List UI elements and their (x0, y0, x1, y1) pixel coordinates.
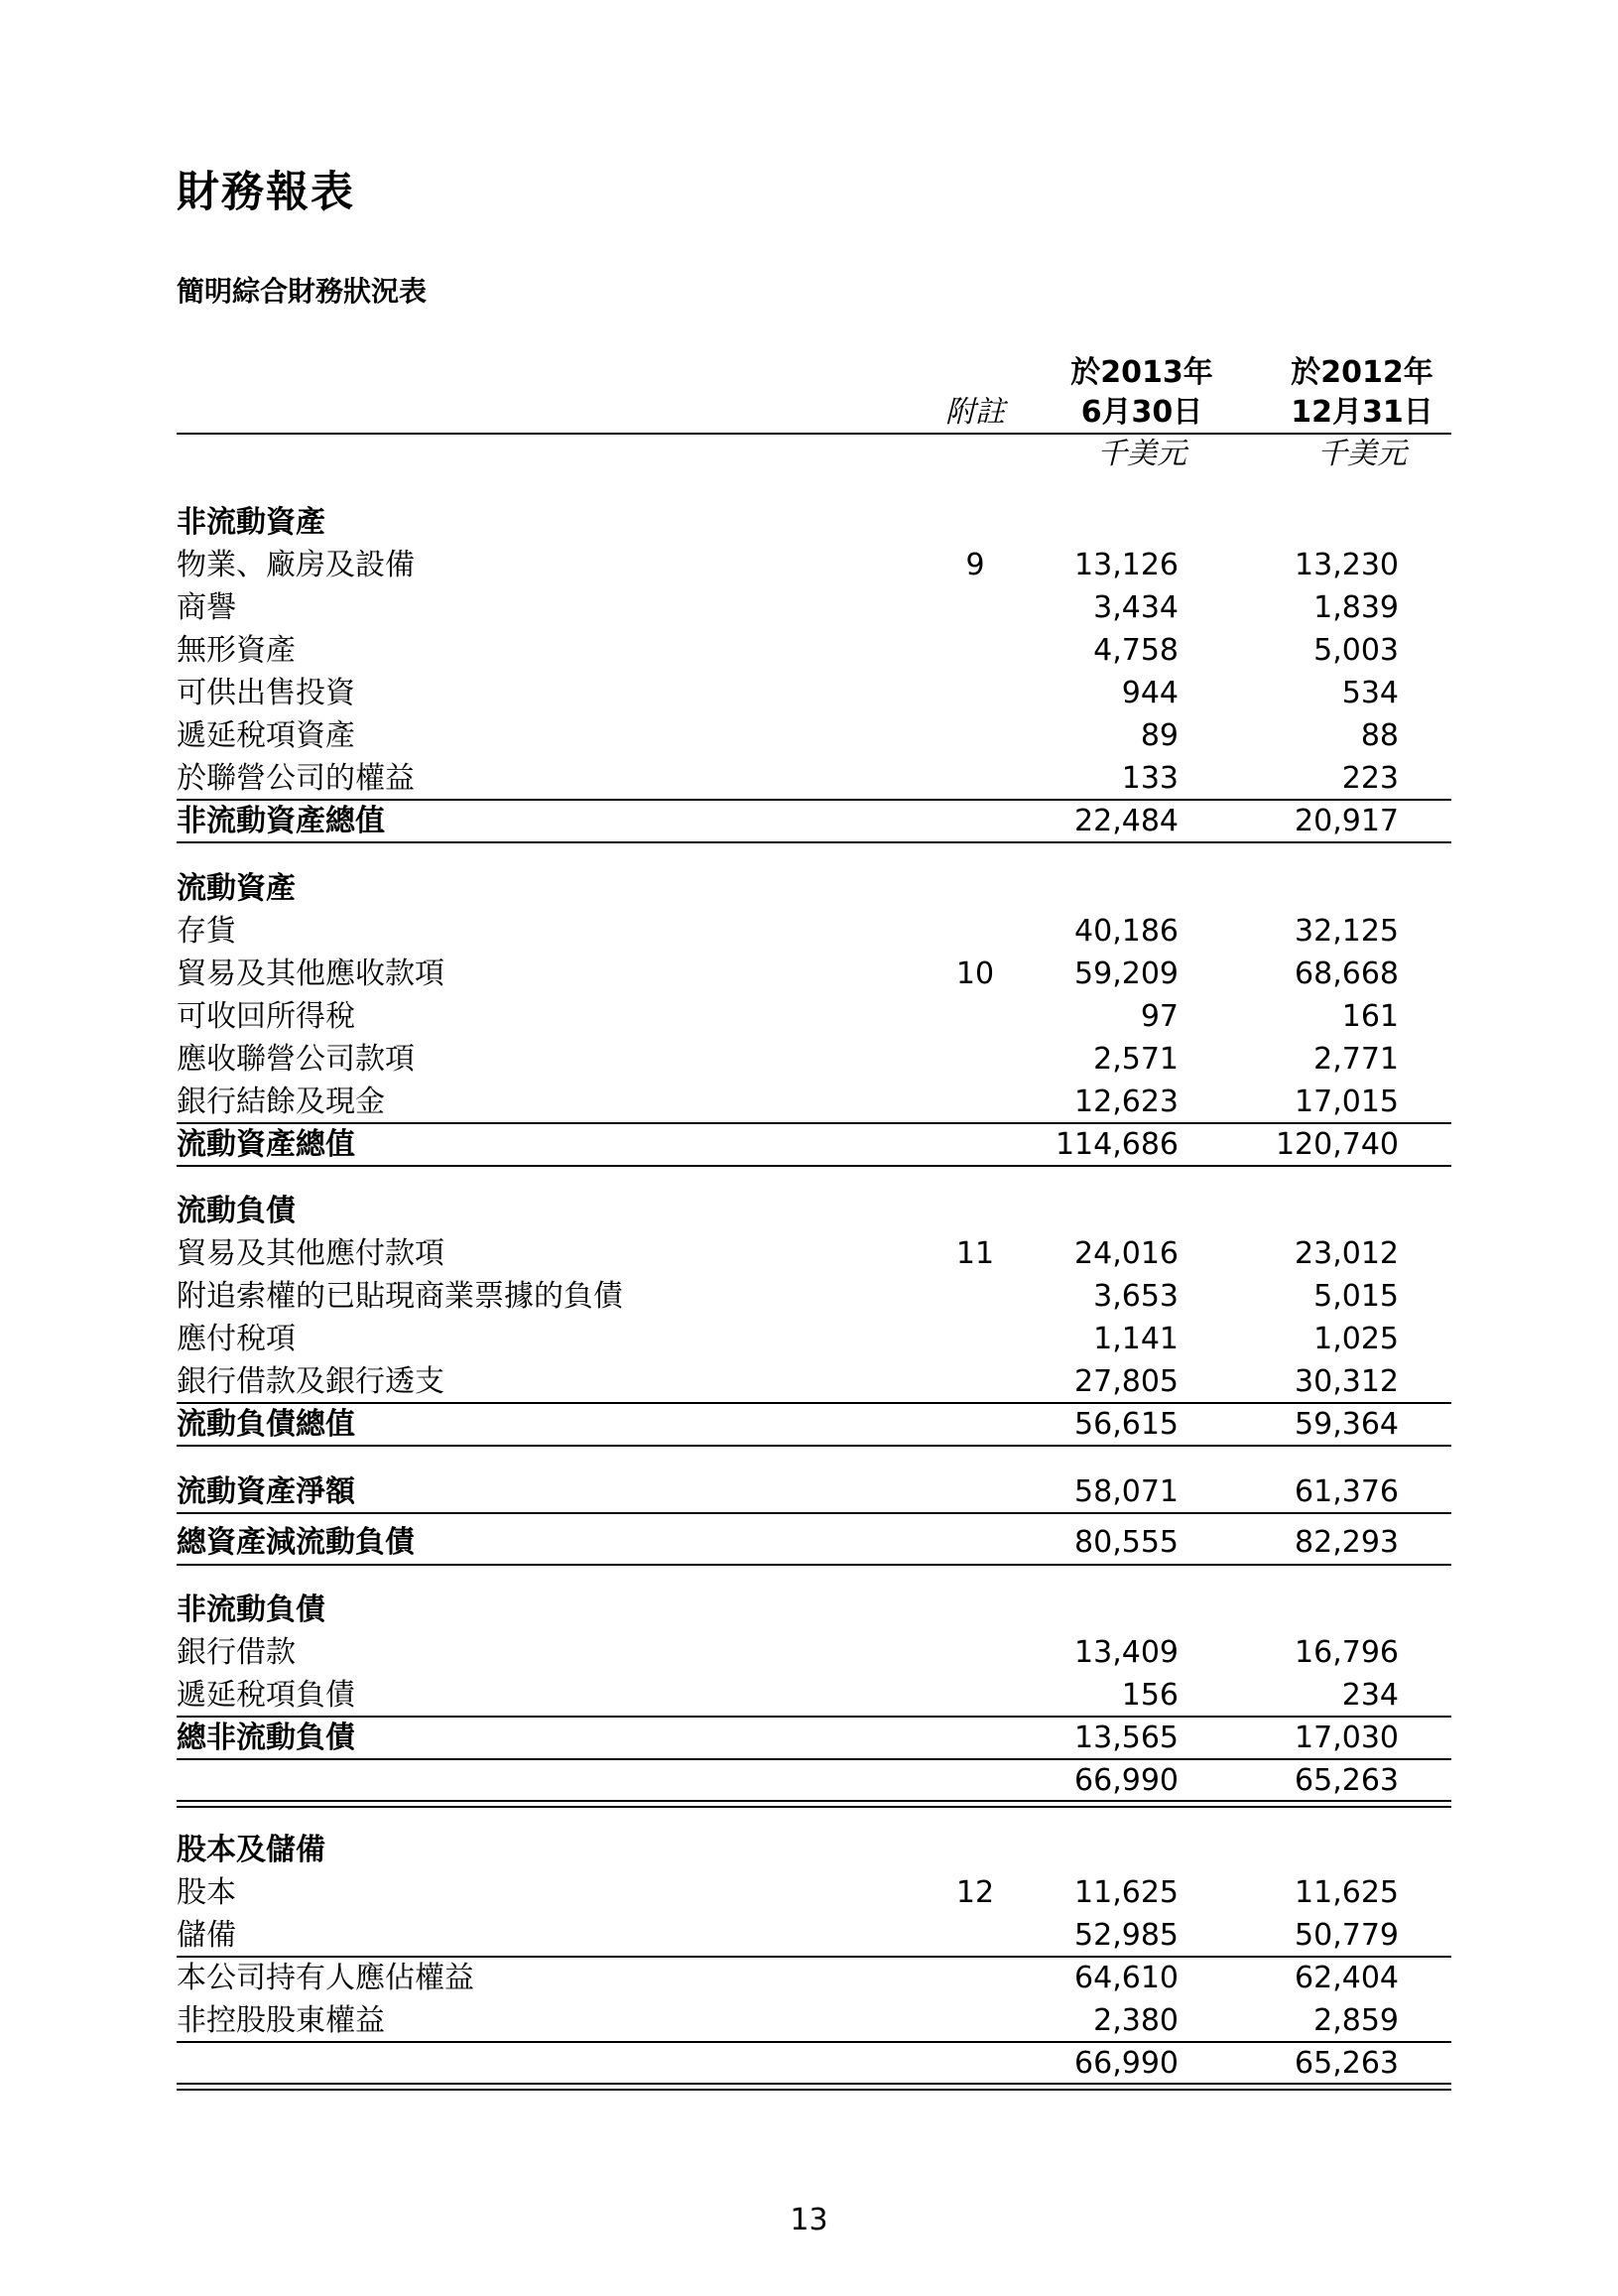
table-row: 遞延稅項資產 89 88 (177, 718, 1399, 753)
page-title: 財務報表 (177, 168, 355, 217)
column-2013-header-line2: 6月30日 (1080, 395, 1203, 430)
table-row: 貿易及其他應付款項 11 24,016 23,012 (177, 1236, 1399, 1271)
table-rule (177, 1758, 1451, 1760)
table-row: 銀行結餘及現金 12,623 17,015 (177, 1084, 1399, 1119)
table-row: 遞延稅項負債 156 234 (177, 1678, 1399, 1713)
table-header (177, 353, 1451, 435)
table-row: 商譽 3,434 1,839 (177, 590, 1399, 625)
table-row: 股本 12 11,625 11,625 (177, 1875, 1399, 1910)
table-row: 物業、廠房及設備 9 13,126 13,230 (177, 548, 1399, 582)
table-rule (177, 799, 1451, 801)
table-row: 非流動資產 (177, 505, 325, 540)
table-row: 流動資產 (177, 871, 296, 906)
table-row: 流動負債 (177, 1194, 296, 1228)
table-row: 可收回所得稅 97 161 (177, 999, 1399, 1034)
table-row-total: 總非流動負債 13,565 17,030 (177, 1721, 1399, 1755)
table-row-net-assets: 66,990 65,263 (1074, 1763, 1399, 1798)
table-row: 可供出售投資 944 534 (177, 676, 1399, 710)
statement-subtitle: 簡明綜合財務狀況表 (177, 275, 428, 308)
table-row: 無形資產 4,758 5,003 (177, 633, 1399, 668)
table-row: 應收聯營公司款項 2,571 2,771 (177, 1042, 1399, 1077)
table-rule (177, 1445, 1451, 1447)
table-row: 股本及儲備 (177, 1833, 325, 1867)
table-rule (177, 1956, 1451, 1958)
table-rule (177, 1716, 1451, 1718)
column-2013-header-line1: 於2013年 (1070, 355, 1213, 390)
table-row: 附追索權的已貼現商業票據的負債 3,653 5,015 (177, 1279, 1399, 1314)
table-rule (177, 2041, 1451, 2043)
table-row-total: 流動負債總值 56,615 59,364 (177, 1407, 1399, 1442)
table-rule (177, 841, 1451, 843)
note-column-header: 附註 (945, 395, 1005, 430)
table-row-total: 非流動資產總值 22,484 20,917 (177, 804, 1399, 838)
column-2012-header-line2: 12月31日 (1291, 395, 1433, 430)
table-row-total: 總資產減流動負債 80,555 82,293 (177, 1525, 1399, 1560)
table-row: 銀行借款 13,409 16,796 (177, 1635, 1399, 1670)
table-rule (177, 1564, 1451, 1566)
table-row: 非控股股東權益 2,380 2,859 (177, 2003, 1399, 2038)
table-row: 貿易及其他應收款項 10 59,209 68,668 (177, 957, 1399, 991)
table-row-total-equity: 66,990 65,263 (1074, 2046, 1399, 2081)
column-2012-header (1228, 353, 1496, 433)
unit-label-2012: 千美元 (1317, 437, 1407, 471)
unit-label-2013: 千美元 (1097, 437, 1186, 471)
table-row: 本公司持有人應佔權益 64,610 62,404 (177, 1961, 1399, 1995)
table-rule (177, 1512, 1451, 1514)
page-number: 13 (790, 2203, 828, 2237)
column-2012-header-line1: 於2012年 (1291, 355, 1433, 390)
table-row-total: 流動資產總值 114,686 120,740 (177, 1127, 1399, 1162)
table-double-rule (177, 1800, 1451, 1808)
table-row: 應付稅項 1,141 1,025 (177, 1322, 1399, 1356)
table-rule (177, 1402, 1451, 1404)
table-rule (177, 1122, 1451, 1124)
table-double-rule (177, 2083, 1451, 2091)
table-row: 儲備 52,985 50,779 (177, 1918, 1399, 1953)
table-row: 銀行借款及銀行透支 27,805 30,312 (177, 1364, 1399, 1399)
table-row: 非流動負債 (177, 1593, 325, 1627)
table-row: 存貨 40,186 32,125 (177, 914, 1399, 949)
table-rule (177, 1165, 1451, 1167)
table-row: 於聯營公司的權益 133 223 (177, 761, 1399, 796)
table-row-total: 流動資產淨額 58,071 61,376 (177, 1474, 1399, 1509)
